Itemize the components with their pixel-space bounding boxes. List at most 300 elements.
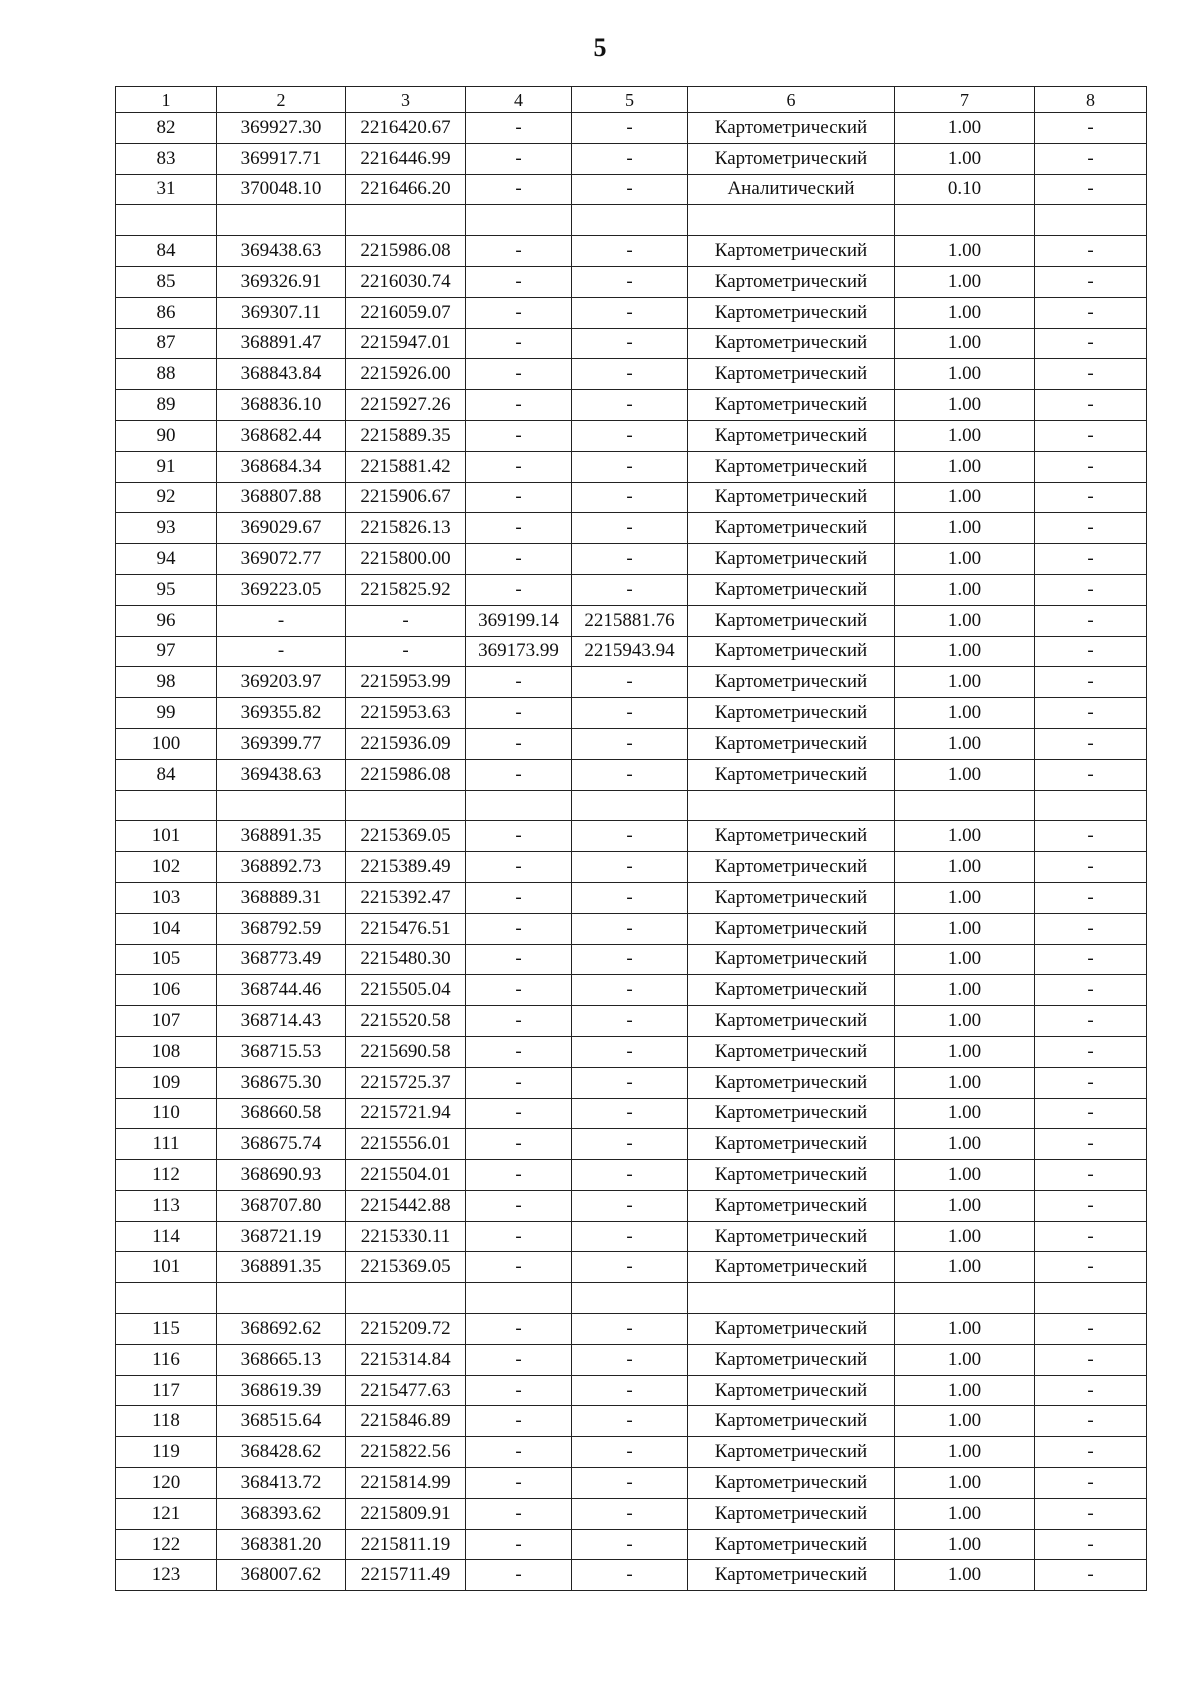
description-cell: - <box>1035 1314 1147 1345</box>
table-row <box>116 1221 1147 1252</box>
point-number-cell: 99 <box>116 698 217 729</box>
x-coordinate-cell: 369438.63 <box>217 236 346 267</box>
description-cell: - <box>1035 1067 1147 1098</box>
y-coordinate-new-cell: - <box>572 513 688 544</box>
table-row <box>116 420 1147 451</box>
x-coordinate-new-cell: - <box>466 1314 572 1345</box>
point-number-cell: 88 <box>116 359 217 390</box>
x-coordinate-cell: 368714.43 <box>217 1006 346 1037</box>
table-row <box>116 266 1147 297</box>
description-cell: - <box>1035 390 1147 421</box>
y-coordinate-new-cell: - <box>572 975 688 1006</box>
point-number-cell: 122 <box>116 1529 217 1560</box>
table-row <box>116 513 1147 544</box>
y-coordinate-new-cell: - <box>572 359 688 390</box>
y-coordinate-new-cell: - <box>572 1375 688 1406</box>
y-coordinate-cell: 2215504.01 <box>346 1160 466 1191</box>
description-cell: - <box>1035 451 1147 482</box>
method-cell: Картометрический <box>688 882 895 913</box>
x-coordinate-cell: 369927.30 <box>217 113 346 144</box>
x-coordinate-cell: 368619.39 <box>217 1375 346 1406</box>
y-coordinate-new-cell: - <box>572 821 688 852</box>
accuracy-cell: 1.00 <box>895 1190 1035 1221</box>
y-coordinate-cell <box>346 790 466 821</box>
x-coordinate-cell: 369438.63 <box>217 759 346 790</box>
method-cell: Картометрический <box>688 1406 895 1437</box>
accuracy-cell: 1.00 <box>895 944 1035 975</box>
table-row <box>116 667 1147 698</box>
x-coordinate-cell: 368891.47 <box>217 328 346 359</box>
y-coordinate-cell: 2215926.00 <box>346 359 466 390</box>
description-cell: - <box>1035 1560 1147 1591</box>
x-coordinate-cell: 369029.67 <box>217 513 346 544</box>
y-coordinate-new-cell: - <box>572 1498 688 1529</box>
accuracy-cell: 1.00 <box>895 1314 1035 1345</box>
y-coordinate-cell: 2215936.09 <box>346 728 466 759</box>
table-row <box>116 636 1147 667</box>
y-coordinate-new-cell: - <box>572 143 688 174</box>
point-number-cell: 89 <box>116 390 217 421</box>
method-cell: Картометрический <box>688 944 895 975</box>
y-coordinate-cell: 2215889.35 <box>346 420 466 451</box>
x-coordinate-cell <box>217 790 346 821</box>
y-coordinate-cell: 2216420.67 <box>346 113 466 144</box>
description-cell: - <box>1035 852 1147 883</box>
y-coordinate-cell: - <box>346 605 466 636</box>
description-cell: - <box>1035 1160 1147 1191</box>
table-row <box>116 143 1147 174</box>
x-coordinate-new-cell: - <box>466 482 572 513</box>
y-coordinate-new-cell: - <box>572 574 688 605</box>
x-coordinate-cell: 368665.13 <box>217 1344 346 1375</box>
x-coordinate-new-cell: - <box>466 698 572 729</box>
accuracy-cell <box>895 1283 1035 1314</box>
table-row <box>116 1190 1147 1221</box>
method-cell: Картометрический <box>688 143 895 174</box>
y-coordinate-cell: 2215369.05 <box>346 821 466 852</box>
method-cell: Картометрический <box>688 636 895 667</box>
x-coordinate-cell: 368891.35 <box>217 1252 346 1283</box>
method-cell: Картометрический <box>688 1160 895 1191</box>
x-coordinate-new-cell: - <box>466 1560 572 1591</box>
x-coordinate-cell: 370048.10 <box>217 174 346 205</box>
y-coordinate-cell: 2216466.20 <box>346 174 466 205</box>
point-number-cell: 113 <box>116 1190 217 1221</box>
y-coordinate-cell: 2215953.99 <box>346 667 466 698</box>
table-row <box>116 852 1147 883</box>
separator-row <box>116 205 1147 236</box>
method-cell: Картометрический <box>688 975 895 1006</box>
y-coordinate-new-cell: - <box>572 944 688 975</box>
x-coordinate-cell: 368381.20 <box>217 1529 346 1560</box>
accuracy-cell: 1.00 <box>895 451 1035 482</box>
table-row <box>116 1468 1147 1499</box>
y-coordinate-new-cell: - <box>572 882 688 913</box>
method-cell: Аналитический <box>688 174 895 205</box>
y-coordinate-cell <box>346 1283 466 1314</box>
accuracy-cell: 1.00 <box>895 636 1035 667</box>
y-coordinate-new-cell: - <box>572 1344 688 1375</box>
accuracy-cell: 1.00 <box>895 1160 1035 1191</box>
accuracy-cell: 1.00 <box>895 975 1035 1006</box>
point-number-cell: 84 <box>116 236 217 267</box>
accuracy-cell: 1.00 <box>895 1375 1035 1406</box>
y-coordinate-new-cell: - <box>572 698 688 729</box>
table-row <box>116 944 1147 975</box>
description-cell: - <box>1035 698 1147 729</box>
coordinates-table <box>115 86 1147 1591</box>
point-number-cell: 101 <box>116 1252 217 1283</box>
method-cell: Картометрический <box>688 1437 895 1468</box>
y-coordinate-new-cell: - <box>572 544 688 575</box>
x-coordinate-new-cell: - <box>466 266 572 297</box>
y-coordinate-cell: 2215520.58 <box>346 1006 466 1037</box>
x-coordinate-new-cell: - <box>466 174 572 205</box>
y-coordinate-new-cell <box>572 205 688 236</box>
description-cell: - <box>1035 297 1147 328</box>
x-coordinate-cell: 368744.46 <box>217 975 346 1006</box>
accuracy-cell: 1.00 <box>895 1344 1035 1375</box>
accuracy-cell: 1.00 <box>895 113 1035 144</box>
y-coordinate-cell: 2215825.92 <box>346 574 466 605</box>
point-number-cell: 117 <box>116 1375 217 1406</box>
description-cell: - <box>1035 1036 1147 1067</box>
x-coordinate-cell: 369072.77 <box>217 544 346 575</box>
description-cell: - <box>1035 821 1147 852</box>
method-cell: Картометрический <box>688 1098 895 1129</box>
y-coordinate-new-cell: - <box>572 1529 688 1560</box>
table-row <box>116 1498 1147 1529</box>
point-number-cell: 101 <box>116 821 217 852</box>
x-coordinate-cell: 368675.74 <box>217 1129 346 1160</box>
x-coordinate-cell: 368721.19 <box>217 1221 346 1252</box>
y-coordinate-cell: 2215721.94 <box>346 1098 466 1129</box>
table-row <box>116 451 1147 482</box>
method-cell: Картометрический <box>688 574 895 605</box>
method-cell: Картометрический <box>688 113 895 144</box>
description-cell: - <box>1035 605 1147 636</box>
point-number-cell: 118 <box>116 1406 217 1437</box>
method-cell: Картометрический <box>688 1375 895 1406</box>
description-cell: - <box>1035 1529 1147 1560</box>
accuracy-cell: 1.00 <box>895 605 1035 636</box>
accuracy-cell: 1.00 <box>895 297 1035 328</box>
accuracy-cell: 1.00 <box>895 420 1035 451</box>
x-coordinate-new-cell: - <box>466 1098 572 1129</box>
y-coordinate-cell: 2215392.47 <box>346 882 466 913</box>
method-cell: Картометрический <box>688 482 895 513</box>
y-coordinate-cell: 2216446.99 <box>346 143 466 174</box>
x-coordinate-new-cell: - <box>466 236 572 267</box>
x-coordinate-cell: 368889.31 <box>217 882 346 913</box>
x-coordinate-cell: 368892.73 <box>217 852 346 883</box>
method-cell: Картометрический <box>688 236 895 267</box>
x-coordinate-new-cell: - <box>466 1129 572 1160</box>
table-row <box>116 1344 1147 1375</box>
point-number-cell: 87 <box>116 328 217 359</box>
accuracy-cell: 1.00 <box>895 1468 1035 1499</box>
point-number-cell: 98 <box>116 667 217 698</box>
accuracy-cell: 1.00 <box>895 328 1035 359</box>
x-coordinate-new-cell: - <box>466 544 572 575</box>
y-coordinate-new-cell: - <box>572 1067 688 1098</box>
method-cell: Картометрический <box>688 1529 895 1560</box>
table-row <box>116 1529 1147 1560</box>
table-row <box>116 1375 1147 1406</box>
header-cell-5: 5 <box>572 87 688 113</box>
accuracy-cell: 1.00 <box>895 1098 1035 1129</box>
method-cell: Картометрический <box>688 1006 895 1037</box>
accuracy-cell: 0.10 <box>895 174 1035 205</box>
point-number-cell: 86 <box>116 297 217 328</box>
description-cell: - <box>1035 359 1147 390</box>
accuracy-cell: 1.00 <box>895 1560 1035 1591</box>
description-cell: - <box>1035 513 1147 544</box>
table-row <box>116 390 1147 421</box>
y-coordinate-new-cell: - <box>572 1006 688 1037</box>
point-number-cell: 120 <box>116 1468 217 1499</box>
x-coordinate-cell: 368675.30 <box>217 1067 346 1098</box>
x-coordinate-cell: 368773.49 <box>217 944 346 975</box>
y-coordinate-new-cell: - <box>572 266 688 297</box>
accuracy-cell: 1.00 <box>895 143 1035 174</box>
method-cell: Картометрический <box>688 852 895 883</box>
y-coordinate-new-cell: - <box>572 667 688 698</box>
y-coordinate-cell: 2215986.08 <box>346 236 466 267</box>
table-row <box>116 1406 1147 1437</box>
y-coordinate-new-cell: 2215943.94 <box>572 636 688 667</box>
x-coordinate-new-cell: - <box>466 390 572 421</box>
x-coordinate-new-cell: - <box>466 1406 572 1437</box>
point-number-cell: 95 <box>116 574 217 605</box>
y-coordinate-new-cell: - <box>572 113 688 144</box>
x-coordinate-new-cell: - <box>466 574 572 605</box>
x-coordinate-cell <box>217 205 346 236</box>
table-row <box>116 759 1147 790</box>
y-coordinate-cell: 2215369.05 <box>346 1252 466 1283</box>
point-number-cell: 84 <box>116 759 217 790</box>
accuracy-cell: 1.00 <box>895 390 1035 421</box>
accuracy-cell: 1.00 <box>895 1252 1035 1283</box>
x-coordinate-new-cell: - <box>466 913 572 944</box>
table-row <box>116 359 1147 390</box>
x-coordinate-cell: - <box>217 636 346 667</box>
description-cell: - <box>1035 328 1147 359</box>
table-row <box>116 174 1147 205</box>
table-row <box>116 698 1147 729</box>
accuracy-cell: 1.00 <box>895 1221 1035 1252</box>
method-cell <box>688 1283 895 1314</box>
y-coordinate-cell: 2215725.37 <box>346 1067 466 1098</box>
y-coordinate-cell: 2215314.84 <box>346 1344 466 1375</box>
method-cell: Картометрический <box>688 1190 895 1221</box>
method-cell: Картометрический <box>688 667 895 698</box>
x-coordinate-new-cell <box>466 205 572 236</box>
table-row <box>116 1036 1147 1067</box>
table-row <box>116 544 1147 575</box>
table-row <box>116 821 1147 852</box>
x-coordinate-cell: 368684.34 <box>217 451 346 482</box>
point-number-cell: 107 <box>116 1006 217 1037</box>
y-coordinate-new-cell: - <box>572 174 688 205</box>
x-coordinate-cell: 368428.62 <box>217 1437 346 1468</box>
table-body <box>116 87 1147 1591</box>
y-coordinate-cell: 2215209.72 <box>346 1314 466 1345</box>
y-coordinate-cell: 2215389.49 <box>346 852 466 883</box>
accuracy-cell: 1.00 <box>895 882 1035 913</box>
accuracy-cell: 1.00 <box>895 698 1035 729</box>
description-cell: - <box>1035 420 1147 451</box>
point-number-cell: 108 <box>116 1036 217 1067</box>
description-cell <box>1035 790 1147 821</box>
y-coordinate-new-cell: - <box>572 482 688 513</box>
method-cell: Картометрический <box>688 1344 895 1375</box>
x-coordinate-new-cell: - <box>466 821 572 852</box>
point-number-cell <box>116 790 217 821</box>
header-cell-3: 3 <box>346 87 466 113</box>
point-number-cell: 105 <box>116 944 217 975</box>
y-coordinate-cell: 2215822.56 <box>346 1437 466 1468</box>
table-row <box>116 1160 1147 1191</box>
description-cell: - <box>1035 1098 1147 1129</box>
accuracy-cell <box>895 790 1035 821</box>
table-row <box>116 1129 1147 1160</box>
accuracy-cell: 1.00 <box>895 1006 1035 1037</box>
x-coordinate-cell: 369203.97 <box>217 667 346 698</box>
y-coordinate-new-cell: - <box>572 852 688 883</box>
x-coordinate-new-cell: - <box>466 728 572 759</box>
method-cell: Картометрический <box>688 1314 895 1345</box>
y-coordinate-cell: 2215906.67 <box>346 482 466 513</box>
x-coordinate-new-cell: - <box>466 1252 572 1283</box>
x-coordinate-cell: 368007.62 <box>217 1560 346 1591</box>
y-coordinate-new-cell: - <box>572 297 688 328</box>
x-coordinate-new-cell: - <box>466 1498 572 1529</box>
y-coordinate-new-cell: - <box>572 390 688 421</box>
method-cell: Картометрический <box>688 1129 895 1160</box>
y-coordinate-new-cell: - <box>572 1252 688 1283</box>
table-row <box>116 1314 1147 1345</box>
header-cell-7: 7 <box>895 87 1035 113</box>
x-coordinate-cell: - <box>217 605 346 636</box>
point-number-cell: 92 <box>116 482 217 513</box>
header-cell-2: 2 <box>217 87 346 113</box>
table-row <box>116 1067 1147 1098</box>
y-coordinate-new-cell: - <box>572 1406 688 1437</box>
x-coordinate-cell: 368891.35 <box>217 821 346 852</box>
y-coordinate-new-cell: - <box>572 913 688 944</box>
description-cell: - <box>1035 636 1147 667</box>
x-coordinate-new-cell <box>466 1283 572 1314</box>
point-number-cell: 109 <box>116 1067 217 1098</box>
y-coordinate-new-cell: - <box>572 328 688 359</box>
method-cell <box>688 790 895 821</box>
y-coordinate-cell: 2215809.91 <box>346 1498 466 1529</box>
point-number-cell: 123 <box>116 1560 217 1591</box>
point-number-cell: 100 <box>116 728 217 759</box>
table-row <box>116 605 1147 636</box>
point-number-cell: 31 <box>116 174 217 205</box>
x-coordinate-new-cell: - <box>466 1344 572 1375</box>
x-coordinate-cell: 368690.93 <box>217 1160 346 1191</box>
y-coordinate-cell: - <box>346 636 466 667</box>
x-coordinate-cell: 368393.62 <box>217 1498 346 1529</box>
point-number-cell: 106 <box>116 975 217 1006</box>
y-coordinate-cell: 2215986.08 <box>346 759 466 790</box>
x-coordinate-cell: 369307.11 <box>217 297 346 328</box>
point-number-cell <box>116 1283 217 1314</box>
separator-row <box>116 1283 1147 1314</box>
x-coordinate-new-cell: - <box>466 1006 572 1037</box>
header-cell-1: 1 <box>116 87 217 113</box>
x-coordinate-cell: 369355.82 <box>217 698 346 729</box>
accuracy-cell: 1.00 <box>895 359 1035 390</box>
point-number-cell: 82 <box>116 113 217 144</box>
point-number-cell: 116 <box>116 1344 217 1375</box>
x-coordinate-new-cell: - <box>466 1221 572 1252</box>
y-coordinate-new-cell: - <box>572 728 688 759</box>
page-number: 5 <box>593 33 607 62</box>
description-cell: - <box>1035 667 1147 698</box>
accuracy-cell: 1.00 <box>895 574 1035 605</box>
y-coordinate-new-cell: - <box>572 1160 688 1191</box>
point-number-cell: 83 <box>116 143 217 174</box>
table-row <box>116 328 1147 359</box>
point-number-cell <box>116 205 217 236</box>
description-cell: - <box>1035 1406 1147 1437</box>
description-cell: - <box>1035 544 1147 575</box>
x-coordinate-cell: 368660.58 <box>217 1098 346 1129</box>
method-cell: Картометрический <box>688 913 895 944</box>
y-coordinate-new-cell: - <box>572 1560 688 1591</box>
x-coordinate-cell: 368413.72 <box>217 1468 346 1499</box>
method-cell: Картометрический <box>688 451 895 482</box>
y-coordinate-new-cell: - <box>572 759 688 790</box>
point-number-cell: 85 <box>116 266 217 297</box>
accuracy-cell: 1.00 <box>895 1129 1035 1160</box>
y-coordinate-cell <box>346 205 466 236</box>
method-cell: Картометрический <box>688 420 895 451</box>
x-coordinate-new-cell: - <box>466 513 572 544</box>
x-coordinate-new-cell: - <box>466 1468 572 1499</box>
y-coordinate-cell: 2215330.11 <box>346 1221 466 1252</box>
y-coordinate-new-cell: - <box>572 1468 688 1499</box>
accuracy-cell <box>895 205 1035 236</box>
accuracy-cell: 1.00 <box>895 513 1035 544</box>
x-coordinate-new-cell: - <box>466 975 572 1006</box>
description-cell <box>1035 205 1147 236</box>
point-number-cell: 114 <box>116 1221 217 1252</box>
accuracy-cell: 1.00 <box>895 852 1035 883</box>
description-cell: - <box>1035 174 1147 205</box>
y-coordinate-cell: 2215477.63 <box>346 1375 466 1406</box>
accuracy-cell: 1.00 <box>895 759 1035 790</box>
method-cell: Картометрический <box>688 821 895 852</box>
y-coordinate-new-cell: - <box>572 1437 688 1468</box>
point-number-cell: 96 <box>116 605 217 636</box>
x-coordinate-new-cell: - <box>466 1067 572 1098</box>
y-coordinate-cell: 2215953.63 <box>346 698 466 729</box>
x-coordinate-new-cell: - <box>466 420 572 451</box>
description-cell: - <box>1035 482 1147 513</box>
y-coordinate-cell: 2215690.58 <box>346 1036 466 1067</box>
y-coordinate-cell: 2215711.49 <box>346 1560 466 1591</box>
x-coordinate-new-cell: - <box>466 113 572 144</box>
x-coordinate-new-cell: - <box>466 1529 572 1560</box>
description-cell: - <box>1035 1252 1147 1283</box>
point-number-cell: 94 <box>116 544 217 575</box>
description-cell: - <box>1035 1129 1147 1160</box>
